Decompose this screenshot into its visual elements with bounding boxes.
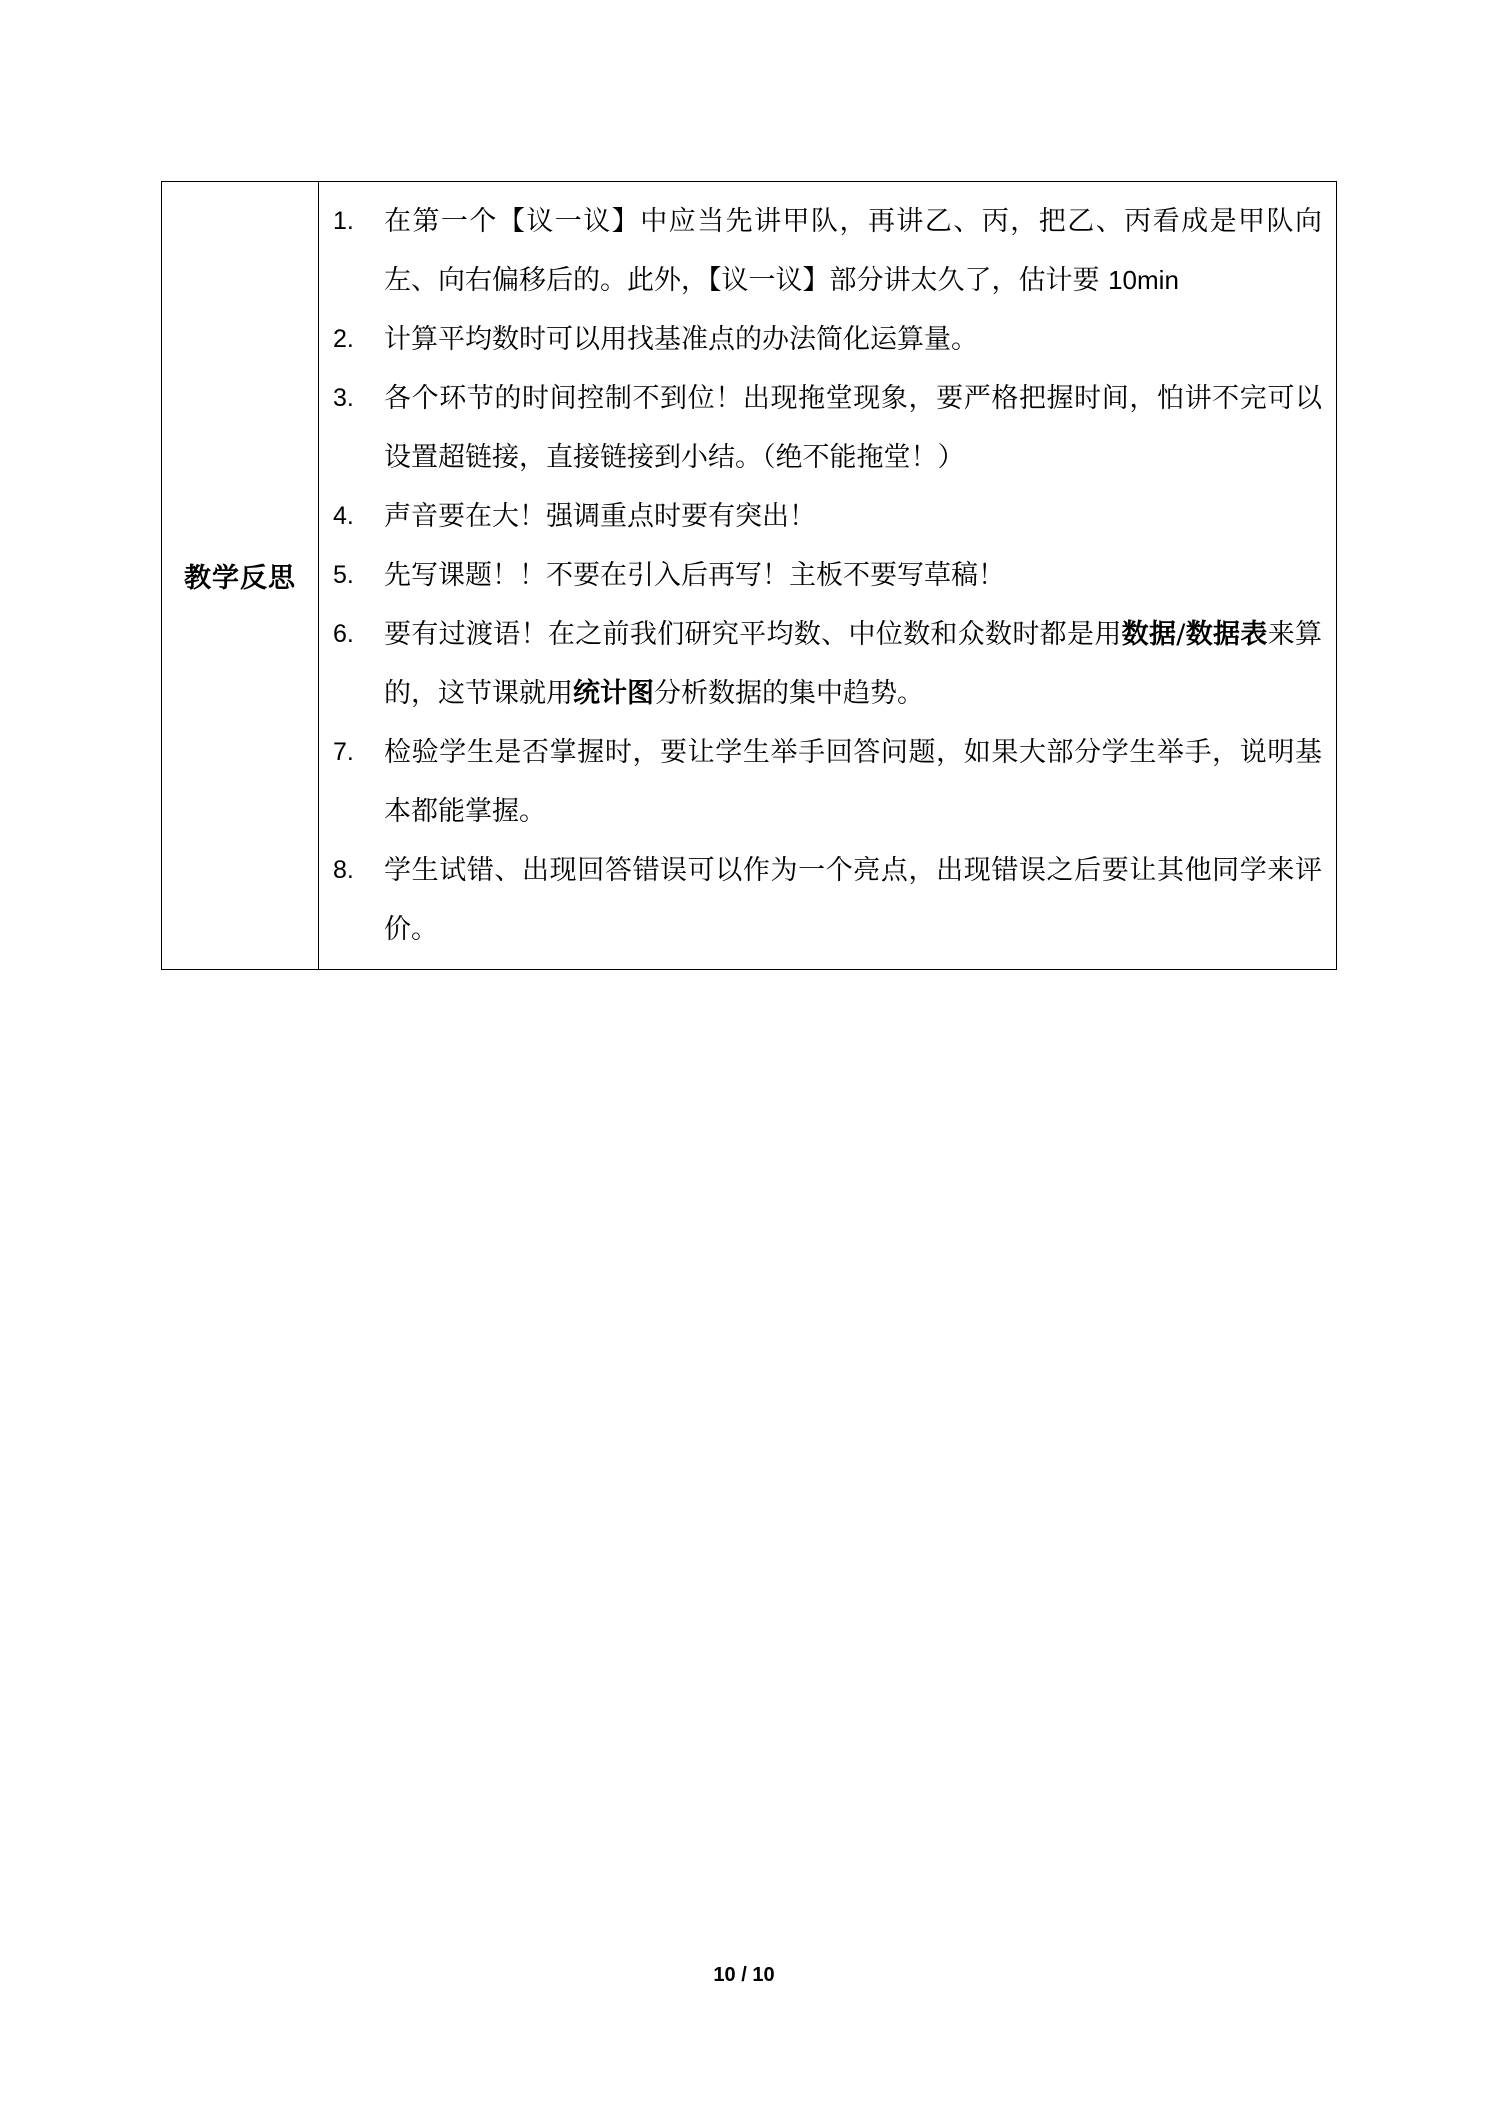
reflection-content [319,182,1337,970]
item-text-duration: 10min [1108,265,1179,295]
item-number: 3. [333,384,354,412]
item-text: 学生试错、出现回答错误可以作为一个亮点，出现错误之后要让其他同学来评价。 [384,855,1322,945]
item-text: 在第一个【议一议】中应当先讲甲队，再讲乙、丙，把乙、丙看成是甲队向左、向右偏移后的。此外，【议一议】部分讲太久了，估计要 [384,206,1322,296]
list-item [319,369,1322,487]
bold-term-data-table: 数据表 [1185,619,1268,650]
list-item [319,546,1322,605]
page-number: 10 / 10 [713,1964,775,1986]
teaching-reflection-table [161,181,1337,970]
item-number: 5. [333,561,354,589]
item-text: 声音要在大！强调重点时要有突出！ [384,501,816,532]
item-number: 4. [333,502,354,530]
item-number: 7. [333,738,354,766]
item-text: 分析数据的集中趋势。 [654,678,924,709]
row-label: 教学反思 [162,182,319,970]
item-text: 计算平均数时可以用找基准点的办法简化运算量。 [384,324,978,355]
item-number: 1. [333,207,354,235]
item-number: 2. [333,325,354,353]
item-text: 各个环节的时间控制不到位！出现拖堂现象，要严格把握时间，怕讲不完可以设置超链接，直接链接到小结。（绝不能拖堂！） [384,383,1322,473]
item-text-slash: / [1176,619,1186,650]
list-item [319,605,1322,723]
item-number: 6. [333,620,354,648]
item-number: 8. [333,856,354,884]
list-item [319,841,1322,959]
list-item [319,192,1322,310]
item-text: 来算的，这节课就用 [384,619,1323,709]
item-text: 检验学生是否掌握时，要让学生举手回答问题，如果大部分学生举手，说明基本都能掌握。 [384,737,1322,827]
item-text: 要有过渡语！在之前我们研究平均数、中位数和众数时都是用 [384,619,1122,650]
bold-term-data: 数据 [1121,619,1177,650]
reflection-list [319,192,1322,959]
item-text: 先写课题！！不要在引入后再写！主板不要写草稿！ [384,560,1005,591]
table-row [162,182,1337,970]
bold-term-chart: 统计图 [573,678,654,709]
list-item [319,723,1322,841]
list-item [319,310,1322,369]
list-item [319,487,1322,546]
